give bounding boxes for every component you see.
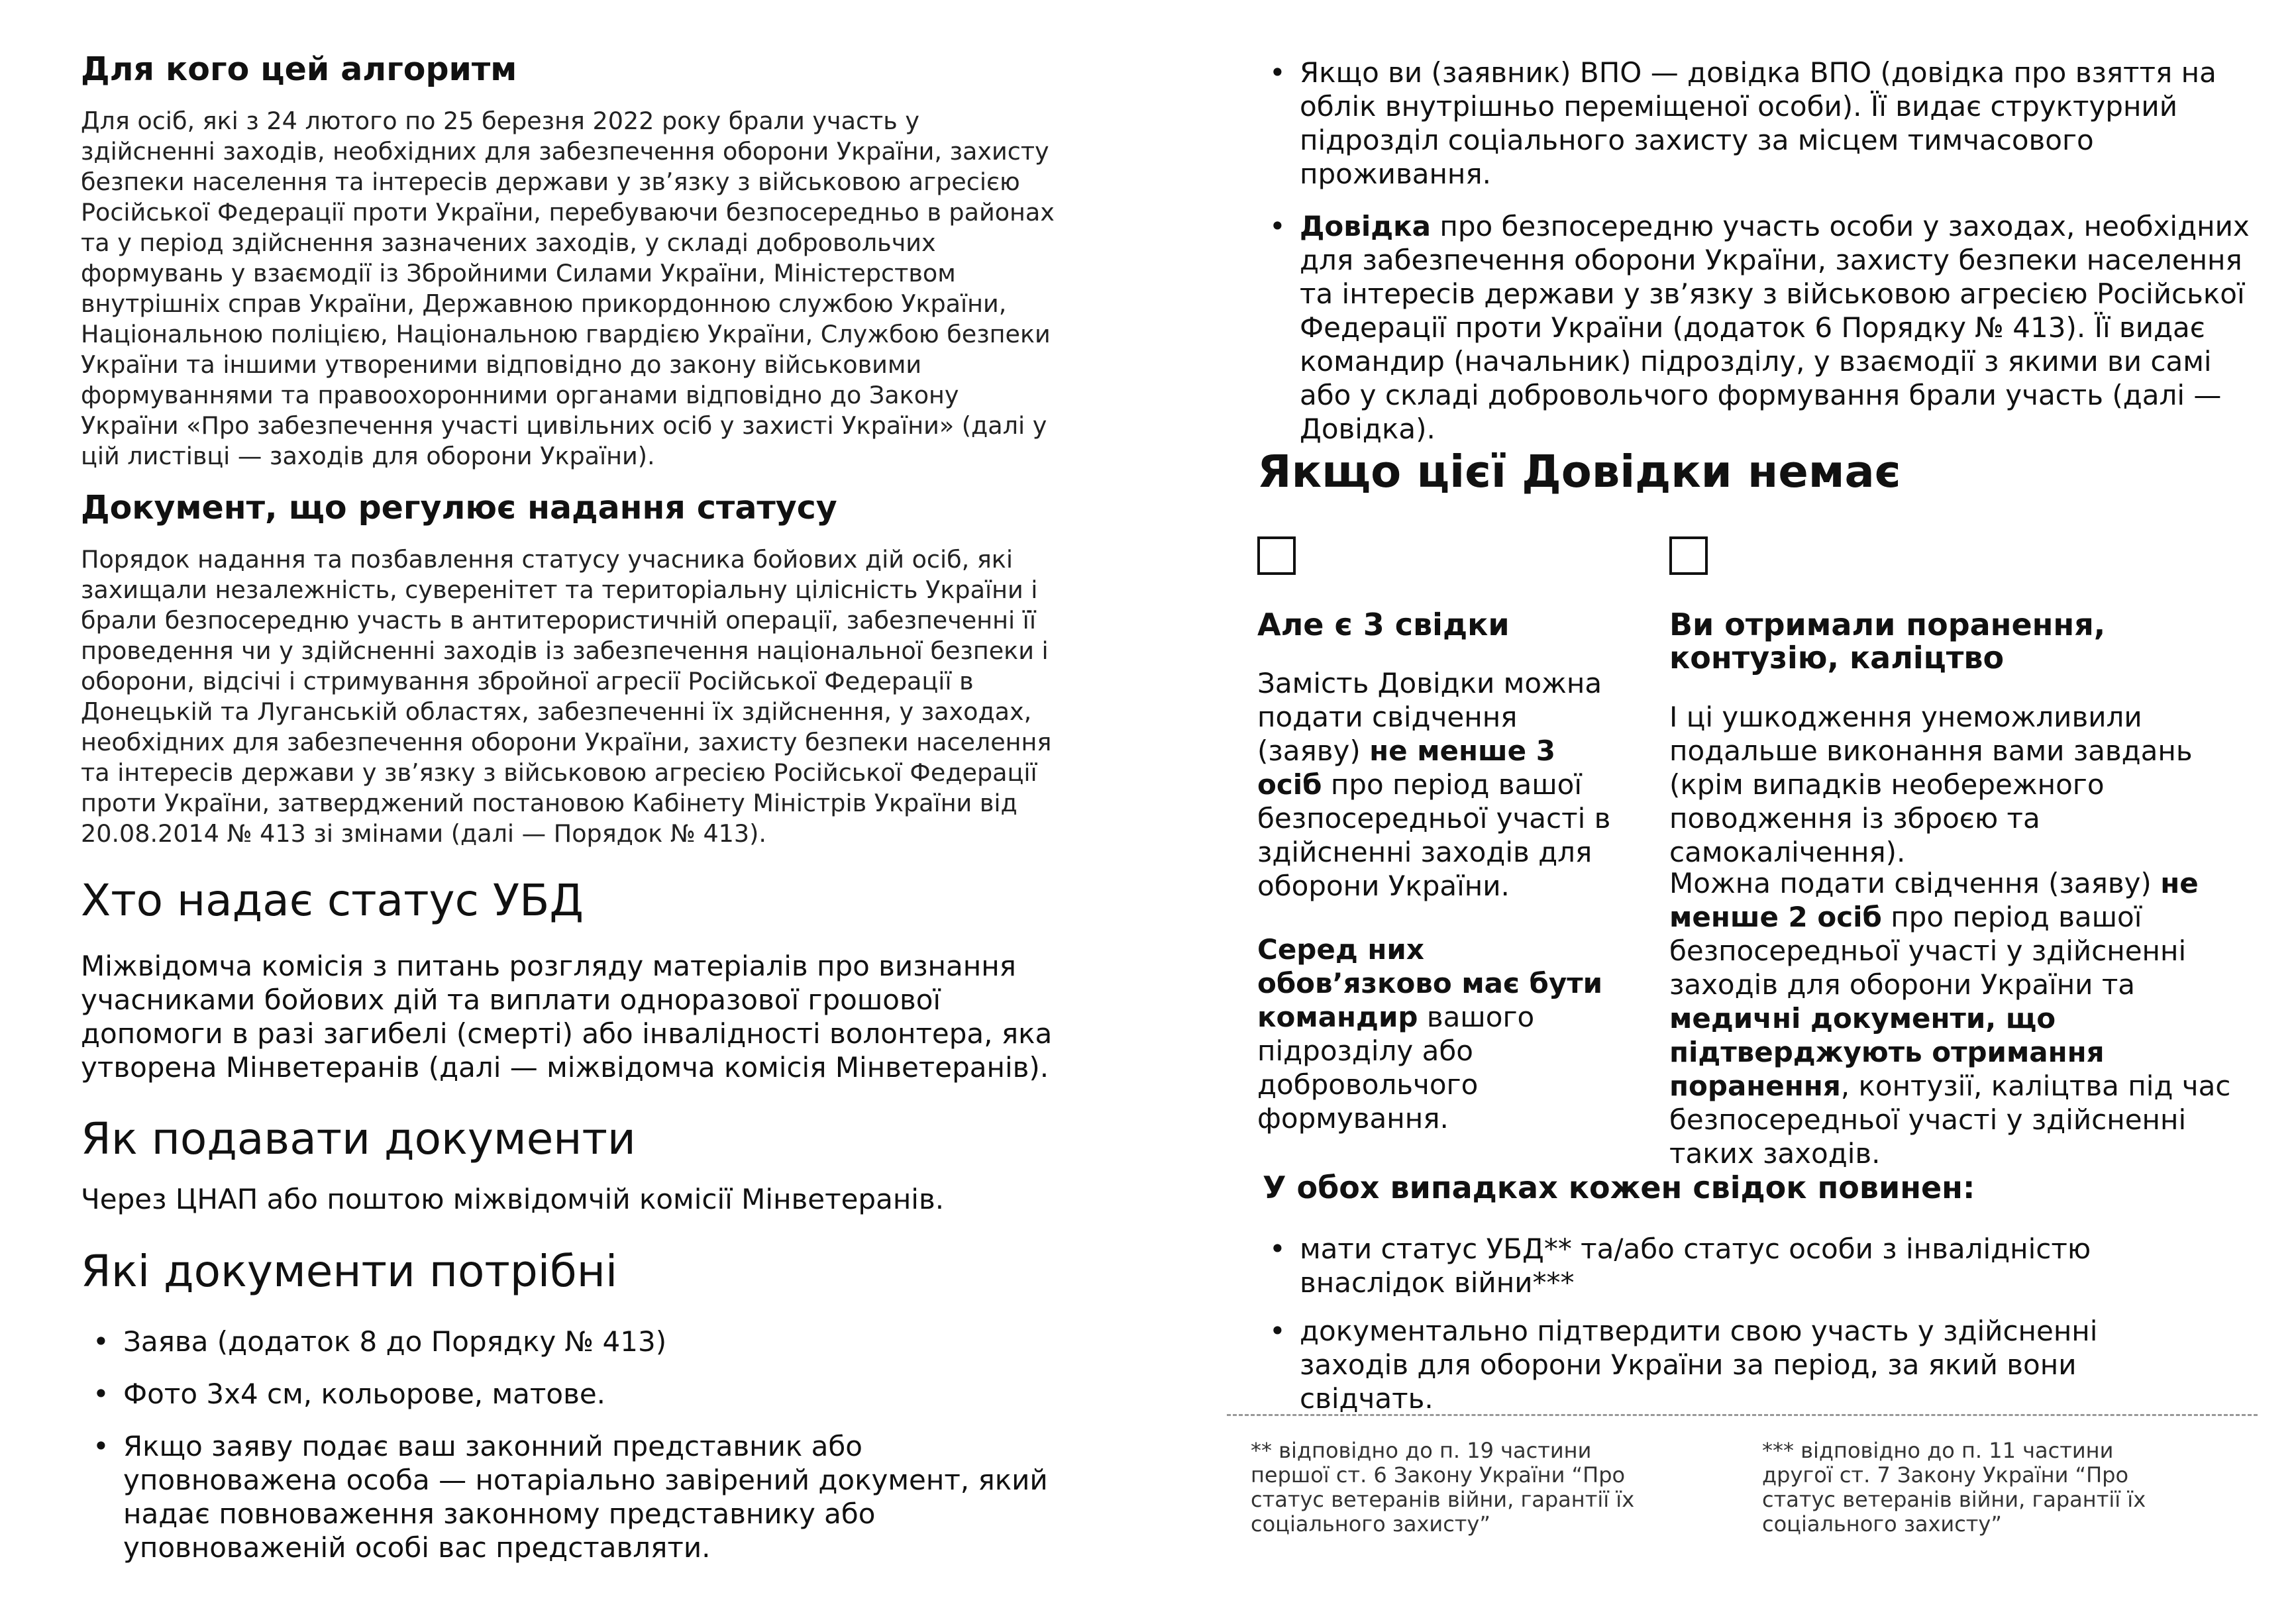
witnesses-checkbox[interactable] (1257, 536, 1296, 575)
provider-text: Міжвідомча комісія з питань розгляду матеріалів про визнання учасниками бойових дій та виплати одноразової грошової допомоги в разі загибелі (смерті) або інвалідності волонтера, яка утворена Мінветеранів (далі — міжвідомча комісія Мінветеранів). (81, 950, 1053, 1084)
no-certificate-heading: Якщо цієї Довідки немає (1257, 446, 1901, 497)
list-item: • Якщо заяву подає ваш законний представник або уповноважена особа — нотаріально завірений документ, який надає повноваження законному представнику або уповноваженій особі вас представляти. (81, 1429, 1055, 1564)
list-item: • Заява (додаток 8 до Порядку № 413) (81, 1325, 1055, 1358)
list-item: • Якщо ви (заявник) ВПО — довідка ВПО (довідка про взяття на облік внутрішньо переміщеної особи). Її видає структурний підрозділ соціального захисту за місцем тимчасового проживання. (1257, 56, 2251, 191)
injury-heading: Ви отримали поранення, контузію, каліцтво (1669, 607, 2106, 676)
injury-text: І ці ушкодження унеможливили подальше виконання вами завдань (крім випадків необережного поводження із зброєю та самокалічення). (1669, 701, 2193, 868)
footnote-divider (1227, 1414, 2258, 1416)
witness-requirements-list (1257, 1232, 2211, 1415)
required-docs-list (81, 1325, 1055, 1564)
footnote-1: ** відповідно до п. 19 частини першої ст. 6 Закону України “Про статус ветеранів війни, гарантії їх соціального захисту” (1251, 1438, 1635, 1537)
injury-witness-text: Можна подати свідчення (заяву) не менше 2 осіб про період вашої безпосередньої участі у здійсненні заходів для оборони України та медичні документи, що підтверджують отримання поранення, контузії, каліцтва під час безпосередньої участі у здійсненні таких заходів. (1669, 867, 2231, 1170)
required-docs-heading: Які документи потрібні (81, 1246, 618, 1297)
regulation-heading: Документ, що регулює надання статусу (81, 489, 837, 527)
algorithm-text: Для осіб, які з 24 лютого по 25 березня 2022 року брали участь у здійсненні заходів, необхідних для забезпечення оборони України, захисту безпеки населення та інтересів держави у зв’язку з військовою агресією Російської Федерації проти України, перебуваючи безпосередньо в районах та у період здійснення зазначених заходів, у складі добровольчих формувань у взаємодії із Збройними Силами України, Міністерством внутрішніх справ України, Державною прикордонною службою України, Національною поліцією, Національною гвардією України, Службою безпеки України та іншими утвореними відповідно до закону військовими формуваннями та правоохоронними органами відповідно до Закону України «Про забезпечення участі цивільних осіб у захисті України» (далі у цій листівці — заходів для оборони України). (81, 107, 1055, 470)
injury-checkbox[interactable] (1669, 536, 1708, 575)
list-item: • документально підтвердити свою участь у здійсненні заходів для оборони України за період, за який вони свідчать. (1257, 1314, 2211, 1415)
both-cases-heading: У обох випадках кожен свідок повинен: (1263, 1170, 1975, 1205)
footnote-2: *** відповідно до п. 11 частини другої ст. 7 Закону України “Про статус ветеранів війни, гарантії їх соціального захисту” (1762, 1438, 2146, 1537)
regulation-text: Порядок надання та позбавлення статусу учасника бойових дій осіб, які захищали незалежність, суверенітет та територіальну цілісність України і брали безпосередню участь в антитерористичній операції, забезпеченні її проведення чи у здійсненні заходів із забезпечення національної безпеки і оборони, відсічі і стримування збройної агресії Російської Федерації в Донецькій та Луганській областях, забезпеченні їх здійснення, у заходах, необхідних для забезпечення оборони України, захисту безпеки населення та інтересів держави у зв’язку з військовою агресією Російської Федерації проти України, затверджений постановою Кабінету Міністрів України від 20.08.2014 № 413 зі змінами (далі — Порядок № 413). (81, 545, 1052, 848)
submit-heading: Як подавати документи (81, 1113, 636, 1164)
witnesses-text: Замість Довідки можна подати свідчення (заяву) не менше 3 осіб про період вашої безпосередньої участі в здійсненні заходів для оборони України. (1257, 667, 1611, 902)
provider-heading: Хто надає статус УБД (81, 875, 584, 926)
list-item: • Фото 3х4 см, кольорове, матове. (81, 1377, 1055, 1411)
dovidka-text: про безпосередню участь особи у заходах, необхідних для забезпечення оборони України, захисту безпеки населення та інтересів держави у зв’язку з військовою агресією Російської Федерації проти України (додаток 6 Порядку № 413). Її видає командир (начальник) підрозділу, у взаємодії з якими ви самі або у складі добровольчого формування брали участь (далі — Довідка). (1300, 210, 2250, 445)
dovidka-bold: Довідка (1300, 210, 1432, 242)
commander-text: Серед них обов’язково має бути командир вашого підрозділу або добровольчого формування. (1257, 933, 1603, 1135)
list-item (1257, 209, 2251, 446)
list-item: • мати статус УБД** та/або статус особи з інвалідністю внаслідок війни*** (1257, 1232, 2211, 1299)
witnesses-heading: Але є 3 свідки (1257, 607, 1510, 642)
algorithm-heading: Для кого цей алгоритм (81, 50, 517, 88)
certificates-list (1257, 56, 2251, 446)
submit-text: Через ЦНАП або поштою міжвідомчій комісії Мінветеранів. (81, 1183, 945, 1215)
